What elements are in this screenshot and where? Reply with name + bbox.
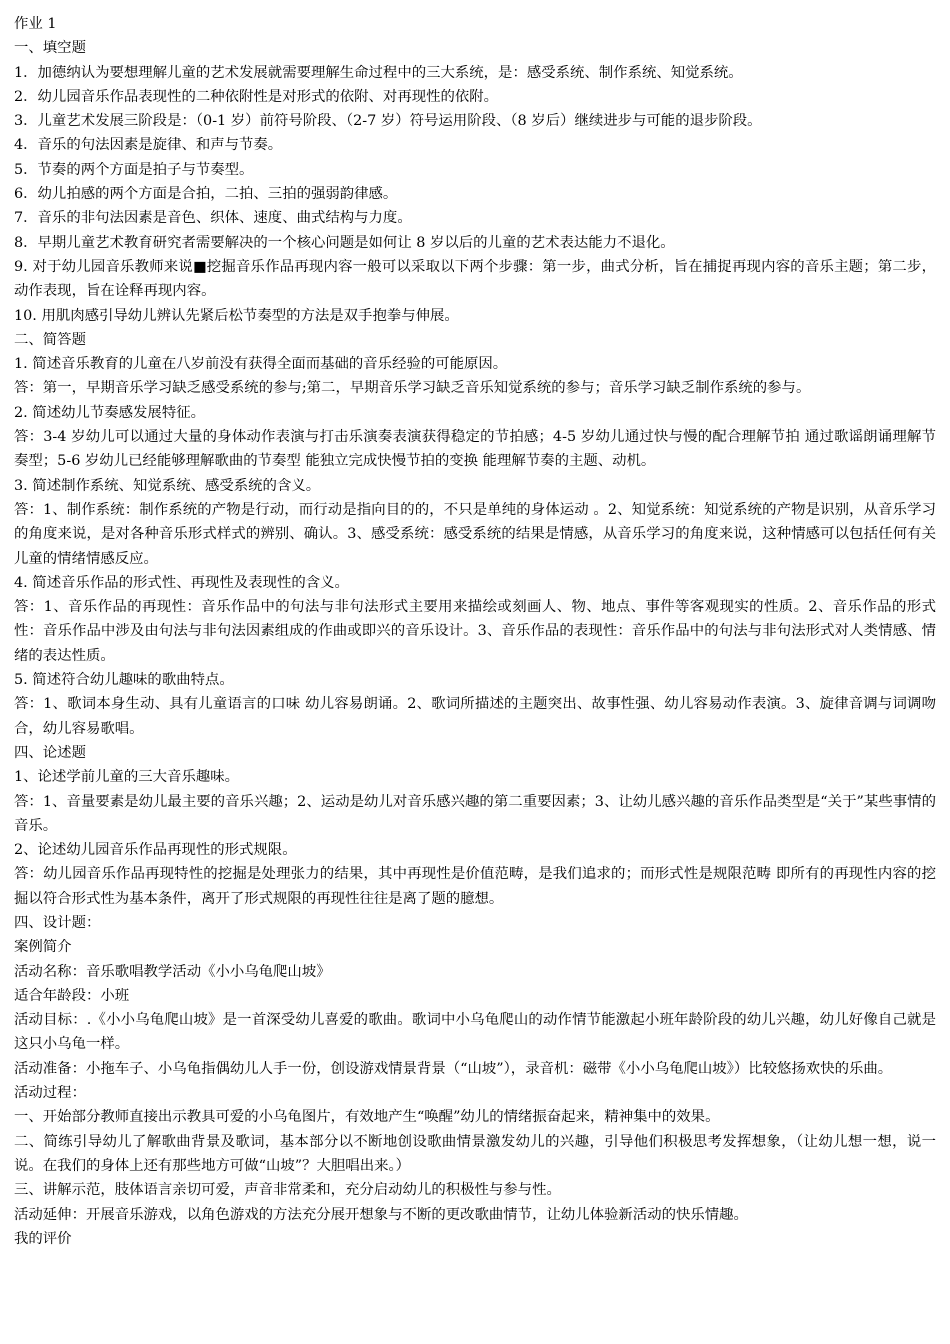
activity-process: 活动过程：	[14, 1085, 86, 1102]
answer-4: 答：1、音乐作品的再现性：音乐作品中的句法与非句法形式主要用来描绘或刻画人、物、地点、事件等客观现实的性质。2、音乐作品的形式性：音乐作品中涉及由句法与非句法因素组成的作曲或即兴的音乐设计。3、音乐作品的表现性：音乐作品中的句法与非句法形式对人类情感、情绪的表达性质。	[14, 599, 936, 664]
fill-item-6: 6．幼儿拍感的两个方面是合拍，二拍、三拍的强弱韵律感。	[14, 186, 398, 203]
essay-question-1: 1、论述学前儿童的三大音乐趣味。	[14, 769, 240, 786]
question-5: 5. 简述符合幼儿趣味的歌曲特点。	[14, 672, 234, 689]
fill-item-2: 2．幼儿园音乐作品表现性的二种依附性是对形式的依附、对再现性的依附。	[14, 88, 499, 105]
section-heading-short-answer: 二、简答题	[14, 331, 86, 348]
answer-2: 答：3-4 岁幼儿可以通过大量的身体动作表演与打击乐演奏表演获得稳定的节拍感；4-5 岁幼儿通过快与慢的配合理解节拍 通过歌谣朗诵理解节奏型；5-6 岁幼儿已经能够理解歌曲的节奏型 能独立完成快慢节拍的变换 能理解节奏的主题、动机。	[14, 429, 936, 470]
fill-item-3: 3．儿童艺术发展三阶段是：（0-1 岁）前符号阶段、（2-7 岁）符号运用阶段、（8 岁后）继续进步与可能的退步阶段。	[14, 113, 762, 130]
fill-item-9-rest: 挖掘音乐作品再现内容一般可以采取以下两个步骤：第一步，曲式分析，旨在捕捉再现内容的音乐主题；第二步，动作表现，旨在诠释再现内容。	[14, 258, 936, 300]
section-heading-design: 四、设计题：	[14, 914, 101, 931]
activity-goal: 活动目标：.《小小乌龟爬山坡》是一首深受幼儿喜爱的歌曲。歌词中小乌龟爬山的动作情节能激起小班年龄阶段的幼儿兴趣，幼儿好像自己就是这只小乌龟一样。	[14, 1012, 936, 1053]
essay-question-2: 2、论述幼儿园音乐作品再现性的形式规限。	[14, 842, 297, 859]
garbled-glyph: ■	[192, 257, 207, 275]
fill-item-8: 8．早期儿童艺术教育研究者需要解决的一个核心问题是如何让 8 岁以后的儿童的艺术表达能力不退化。	[14, 234, 675, 251]
my-evaluation: 我的评价	[14, 1230, 72, 1247]
process-step-2: 二、简练引导幼儿了解歌曲背景及歌词，基本部分以不断地创设歌曲情景激发幼儿的兴趣，引导他们积极思考发挥想象，（让幼儿想一想，说一说。在我们的身体上还有那些地方可做“山坡”？大胆唱出来。）	[14, 1133, 936, 1174]
answer-5: 答：1、歌词本身生动、具有儿童语言的口味 幼儿容易朗诵。2、歌词所描述的主题突出、故事性强、幼儿容易动作表演。3、旋律音调与词调吻合，幼儿容易歌唱。	[14, 696, 936, 737]
section-heading-essay: 四、论述题	[14, 744, 86, 761]
process-step-1: 一、开始部分教师直接出示教具可爱的小乌龟图片，有效地产生“唤醒”幼儿的情绪振奋起来，精神集中的效果。	[14, 1109, 720, 1126]
activity-prep: 活动准备：小拖车子、小乌龟指偶幼儿人手一份，创设游戏情景背景（“山坡”），录音机：磁带《小小乌龟爬山坡》）比较悠扬欢快的乐曲。	[14, 1060, 893, 1077]
essay-answer-1: 答：1、音量要素是幼儿最主要的音乐兴趣；2、运动是幼儿对音乐感兴趣的第二重要因素；3、让幼儿感兴趣的音乐作品类型是“关于”某些事情的音乐。	[14, 793, 936, 834]
essay-answer-2: 答：幼儿园音乐作品再现特性的挖掘是处理张力的结果，其中再现性是价值范畴，是我们追求的；而形式性是规限范畴 即所有的再现性内容的挖掘以符合形式性为基本条件，离开了形式规限的再现性往往是离了题的臆想。	[14, 866, 936, 907]
doc-title: 作业 1	[14, 16, 57, 32]
fill-item-4: 4．音乐的句法因素是旋律、和声与节奏。	[14, 137, 283, 154]
fill-item-9-start: 9. 对于幼儿园音乐教师来说	[14, 258, 193, 275]
answer-3: 答：1、制作系统：制作系统的产物是行动，而行动是指向目的的，不只是单纯的身体运动 。2、知觉系统：知觉系统的产物是识别，从音乐学习的角度来说，是对各种音乐形式样式的辨别、确认。3、感受系统：感受系统的结果是情感，从音乐学习的角度来说，这种情感可以包括任何有关儿童的情绪情感反应。	[14, 501, 936, 567]
fill-item-10: 10. 用肌肉感引导幼儿辨认先紧后松节奏型的方法是双手抱拳与伸展。	[14, 307, 459, 324]
section-heading-fill: 一、填空题	[14, 40, 86, 57]
case-title: 案例简介	[14, 939, 72, 956]
activity-age: 适合年龄段：小班	[14, 987, 130, 1004]
fill-item-1: 1．加德纳认为要想理解儿童的艺术发展就需要理解生命过程中的三大系统，是：感受系统、制作系统、知觉系统。	[14, 64, 743, 81]
question-4: 4. 简述音乐作品的形式性、再现性及表现性的含义。	[14, 574, 349, 591]
fill-item-5: 5．节奏的两个方面是拍子与节奏型。	[14, 161, 254, 178]
process-step-3: 三、讲解示范，肢体语言亲切可爱，声音非常柔和，充分启动幼儿的积极性与参与性。	[14, 1182, 561, 1199]
fill-item-9	[14, 255, 936, 304]
question-1: 1. 简述音乐教育的儿童在八岁前没有获得全面而基础的音乐经验的可能原因。	[14, 356, 508, 373]
question-3: 3. 简述制作系统、知觉系统、感受系统的含义。	[14, 477, 321, 494]
question-2: 2. 简述幼儿节奏感发展特征。	[14, 404, 205, 421]
activity-name: 活动名称：音乐歌唱教学活动《小小乌龟爬山坡》	[14, 963, 331, 980]
answer-1: 答：第一，早期音乐学习缺乏感受系统的参与;第二，早期音乐学习缺乏音乐知觉系统的参与；音乐学习缺乏制作系统的参与。	[14, 380, 811, 397]
activity-extension: 活动延伸：开展音乐游戏，以角色游戏的方法充分展开想象与不断的更改歌曲情节，让幼儿体验新活动的快乐情趣。	[14, 1206, 748, 1223]
fill-item-7: 7．音乐的非句法因素是音色、织体、速度、曲式结构与力度。	[14, 210, 412, 227]
